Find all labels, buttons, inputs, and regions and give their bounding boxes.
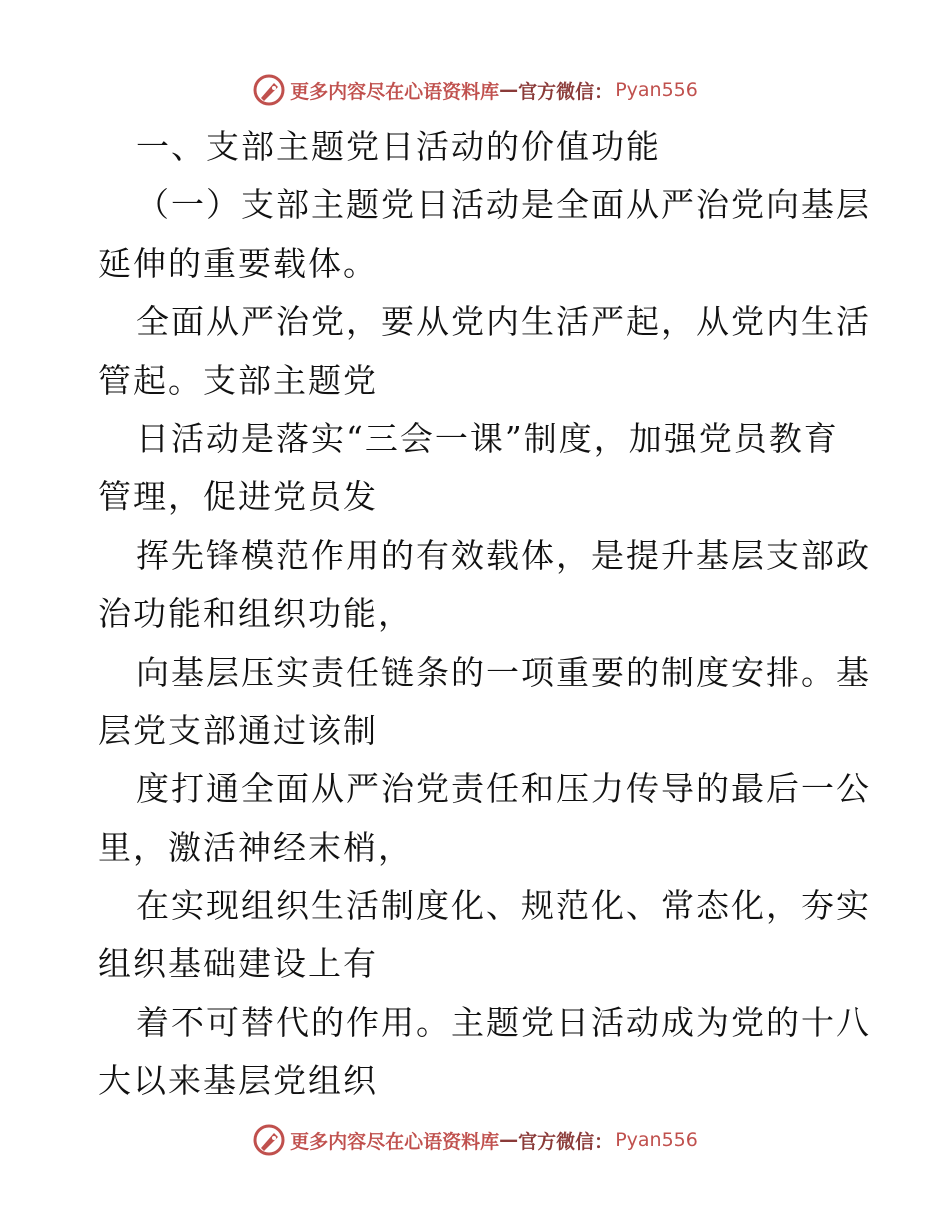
header-banner (0, 70, 950, 110)
paragraph-line: 向基层压实责任链条的一项重要的制度安排。基 (136, 652, 871, 692)
banner-label: 官方微信： (518, 1130, 614, 1153)
paragraph-line: 层党支部通过该制 (98, 710, 378, 750)
paragraph-line: 在实现组织生活制度化、规范化、常态化，夯实 (136, 886, 871, 926)
banner-dash: — (499, 79, 519, 101)
banner-wechat-id: Pyan556 (615, 1129, 698, 1151)
paragraph-line: 延伸的重要载体。 (98, 243, 378, 283)
footer-banner (0, 1120, 950, 1160)
subheading-line: （一）支部主题党日活动是全面从严治党向基层 (136, 185, 871, 225)
document-body (98, 118, 871, 1111)
paragraph-line: 组织基础建设上有 (98, 944, 378, 984)
paragraph-line: 治功能和组织功能， (98, 594, 413, 634)
banner-main-text: 更多内容尽在心语资料库 (290, 1130, 500, 1153)
pen-nib-circle-icon (252, 1123, 286, 1157)
paragraph-line: 着不可替代的作用。主题党日活动成为党的十八 (136, 1002, 871, 1042)
paragraph-line: 日活动是落实“三会一课”制度，加强党员教育 (136, 418, 839, 458)
banner-wechat-id: Pyan556 (615, 79, 698, 101)
banner-main-text: 更多内容尽在心语资料库 (290, 80, 500, 103)
paragraph-line: 挥先锋模范作用的有效载体，是提升基层支部政 (136, 535, 871, 575)
paragraph-line: 度打通全面从严治党责任和压力传导的最后一公 (136, 769, 871, 809)
paragraph-line: 管理，促进党员发 (98, 477, 378, 517)
paragraph-line: 管起。支部主题党 (98, 360, 378, 400)
paragraph-line: 大以来基层党组织 (98, 1061, 378, 1101)
banner-dash: — (499, 1129, 519, 1151)
banner-label: 官方微信： (518, 80, 614, 103)
heading-line: 一、支部主题党日活动的价值功能 (136, 127, 661, 166)
pen-nib-circle-icon (252, 73, 286, 107)
paragraph-line: 里，激活神经末梢， (98, 827, 413, 867)
paragraph-line: 全面从严治党，要从党内生活严起，从党内生活 (136, 302, 871, 342)
